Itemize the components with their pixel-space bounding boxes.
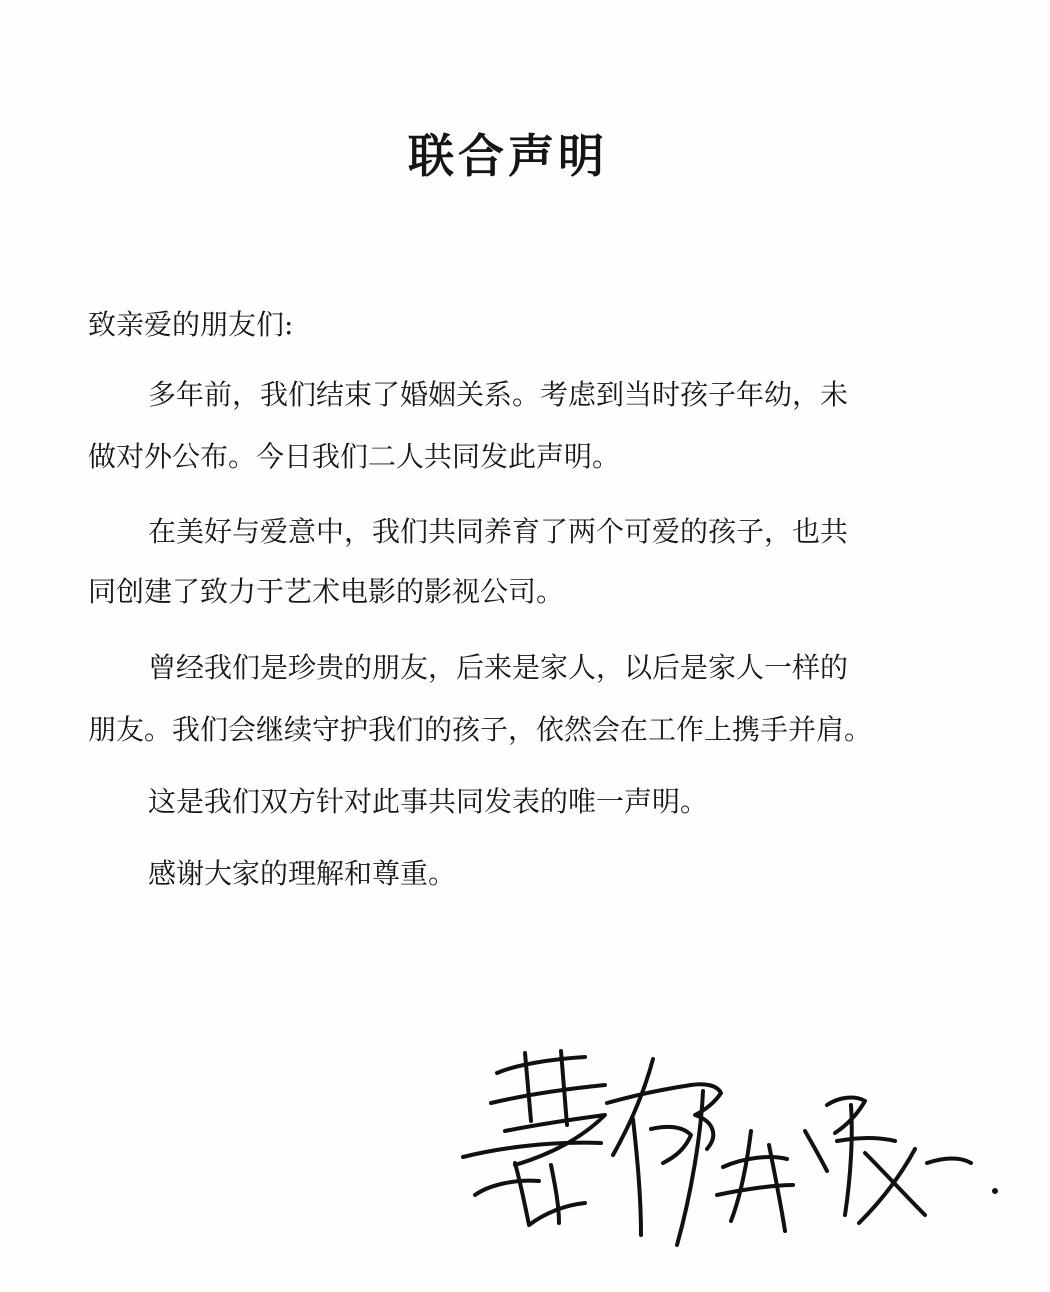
document-title: 联合声明 (408, 129, 608, 183)
paragraph-3-line-1: 曾经我们是珍贵的朋友，后来是家人，以后是家人一样的 (148, 651, 849, 684)
greeting: 致亲爱的朋友们: (88, 308, 294, 341)
handwritten-signature (455, 1045, 1015, 1255)
paragraph-5: 感谢大家的理解和尊重。 (148, 857, 457, 890)
paragraph-3-line-2: 朋友。我们会继续守护我们的孩子，依然会在工作上携手并肩。 (88, 713, 873, 746)
paragraph-2-line-2: 同创建了致力于艺术电影的影视公司。 (88, 575, 565, 608)
paragraph-1-line-1: 多年前，我们结束了婚姻关系。考虑到当时孩子年幼，未 (148, 378, 849, 411)
paragraph-1-line-2: 做对外公布。今日我们二人共同发此声明。 (88, 440, 621, 473)
signature-drawing (455, 1045, 1015, 1255)
paragraph-4: 这是我们双方针对此事共同发表的唯一声明。 (148, 785, 709, 818)
paragraph-2-line-1: 在美好与爱意中，我们共同养育了两个可爱的孩子，也共 (148, 515, 849, 548)
